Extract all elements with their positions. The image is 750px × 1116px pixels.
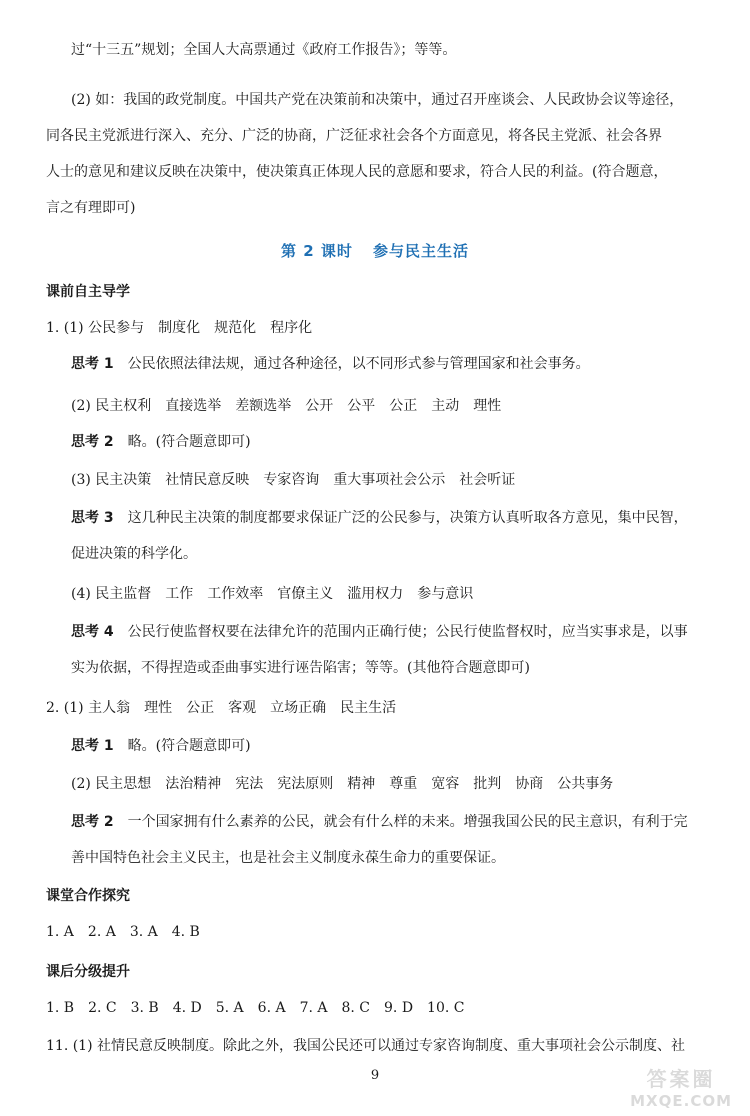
think-item [71,736,251,756]
think-text: 略。(符合题意即可) [127,738,251,754]
think-text: 一个国家拥有什么素养的公民，就会有什么样的未来。增强我国公民的民主意识，有利于完 [127,814,688,830]
answer-line: (2) 民主思想 法治精神 宪法 宪法原则 精神 尊重 宽容 批判 协商 公共事务 [71,776,614,792]
watermark-line: 答案圈 [646,1067,716,1091]
lesson-title [0,240,750,261]
lesson-label: 第 2 课时 [281,242,353,260]
think-text-cont: 促进决策的科学化。 [71,546,197,562]
paragraph-line: 过“十三五”规划；全国人大高票通过《政府工作报告》；等等。 [71,42,457,58]
answer-line: 1. B 2. C 3. B 4. D 5. A 6. A 7. A 8. C 9. D 10. C [46,1000,465,1016]
think-text: 公民依照法律法规，通过各种途径，以不同形式参与管理国家和社会事务。 [127,356,590,372]
think-label: 思考 3 [71,510,114,526]
think-text: 略。(符合题意即可) [127,434,251,450]
paragraph-line: 同各民主党派进行深入、充分、广泛的协商，广泛征求社会各个方面意见，将各民主党派、社会各界 [46,128,662,144]
paragraph-line: (2) 如：我国的政党制度。中国共产党在决策前和决策中，通过召开座谈会、人民政协会议等途径， [71,92,684,108]
think-item [71,622,688,642]
answer-line: 1. A 2. A 3. A 4. B [46,924,200,940]
paragraph-line: 人士的意见和建议反映在决策中，使决策真正体现人民的意愿和要求，符合人民的利益。(符合题意， [46,164,668,180]
answer-line: (4) 民主监督 工作 工作效率 官僚主义 滥用权力 参与意识 [71,586,474,602]
think-item [71,432,251,452]
answer-line: 1. (1) 公民参与 制度化 规范化 程序化 [46,320,313,336]
answer-line: 2. (1) 主人翁 理性 公正 客观 立场正确 民主生活 [46,700,397,716]
think-text-cont: 善中国特色社会主义民主，也是社会主义制度永葆生命力的重要保证。 [71,850,505,866]
think-item [71,812,688,832]
think-text-cont: 实为依据，不得捏造或歪曲事实进行诬告陷害；等等。(其他符合题意即可) [71,660,530,676]
section-heading: 课前自主导学 [46,284,130,300]
think-label: 思考 1 [71,356,114,372]
section-heading: 课后分级提升 [46,964,130,980]
answer-line: (2) 民主权利 直接选举 差额选举 公开 公平 公正 主动 理性 [71,398,502,414]
think-text: 公民行使监督权要在法律允许的范围内正确行使；公民行使监督权时，应当实事求是，以事 [127,624,688,640]
think-item [71,508,688,528]
think-label: 思考 2 [71,434,114,450]
lesson-name: 参与民主生活 [372,242,469,260]
answer-line: (3) 民主决策 社情民意反映 专家咨询 重大事项社会公示 社会听证 [71,472,516,488]
think-label: 思考 2 [71,814,114,830]
paragraph-line: 言之有理即可) [46,200,136,216]
page-number: 9 [370,1068,380,1083]
think-item [71,354,590,374]
think-label: 思考 1 [71,738,114,754]
think-label: 思考 4 [71,624,114,640]
watermark-line: MXQE.COM [630,1092,732,1110]
answer-line: 11. (1) 社情民意反映制度。除此之外，我国公民还可以通过专家咨询制度、重大事项社会公示制度、社 [46,1038,685,1054]
think-text: 这几种民主决策的制度都要求保证广泛的公民参与，决策方认真听取各方意见，集中民智， [127,510,688,526]
section-heading: 课堂合作探究 [46,888,130,904]
watermark [630,1063,732,1110]
